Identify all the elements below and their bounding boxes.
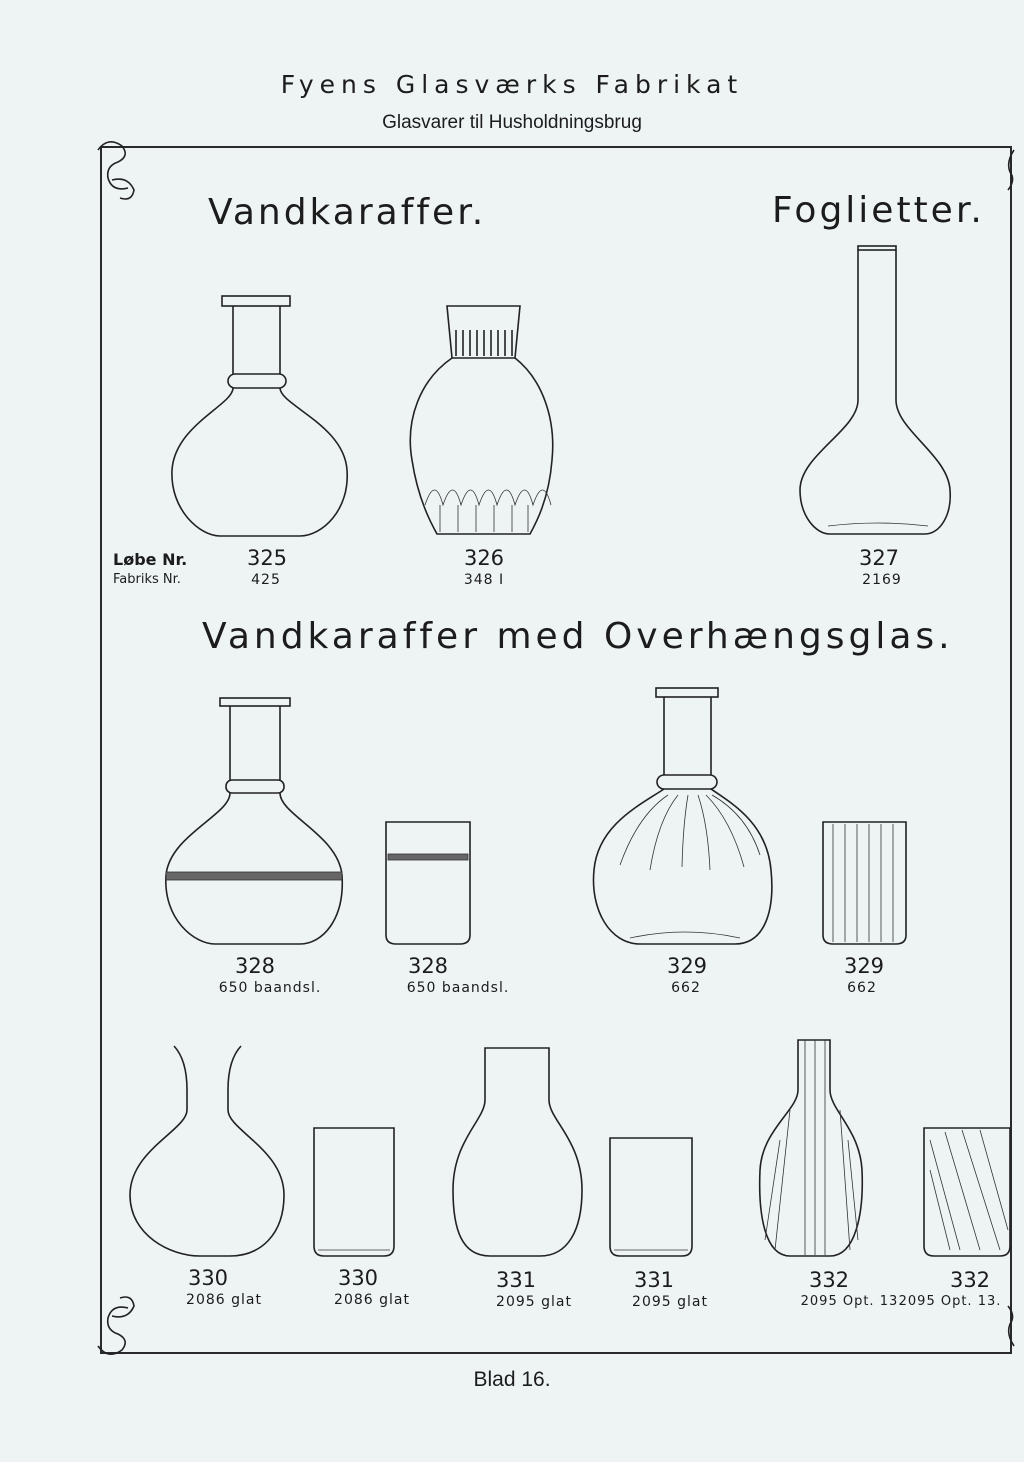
carafe-332 — [760, 1040, 863, 1256]
factory-number: 650 baandsl. — [406, 980, 510, 996]
section-title-overhaeng: Vandkaraffer med Overhængsglas. — [202, 616, 954, 657]
foglietter-327 — [800, 246, 950, 534]
carafe-330 — [130, 1046, 284, 1256]
corner-ornament-icon — [98, 142, 1014, 1354]
section-title-vandkaraffer: Vandkaraffer. — [208, 192, 487, 233]
factory-number: 2086 glat — [186, 1292, 262, 1308]
carafe-331 — [453, 1048, 582, 1256]
factory-number: 650 baandsl. — [218, 980, 322, 996]
page-number: Blad 16. — [473, 1368, 551, 1391]
item-number: 332 — [949, 1268, 991, 1292]
page-title: Fyens Glasværks Fabrikat — [280, 70, 744, 99]
factory-number: 348 I — [463, 572, 505, 588]
item-number: 330 — [187, 1266, 229, 1290]
item-number: 325 — [246, 546, 288, 570]
item-number: 331 — [633, 1268, 675, 1292]
item-number: 327 — [858, 546, 900, 570]
section-title-foglietter: Foglietter. — [772, 190, 985, 231]
item-number: 329 — [666, 954, 708, 978]
item-number: 328 — [234, 954, 276, 978]
item-number: 326 — [463, 546, 505, 570]
factory-number: 662 — [671, 980, 701, 996]
carafe-329 — [593, 688, 771, 944]
item-number: 332 — [808, 1268, 850, 1292]
factory-number: 2095 glat — [496, 1294, 572, 1310]
factory-number: 2095 Opt. 13. — [898, 1294, 1002, 1309]
loebe-nr-label: Løbe Nr. — [113, 550, 188, 569]
factory-number: 2169 — [862, 572, 902, 588]
page-subtitle: Glasvarer til Husholdningsbrug — [382, 112, 642, 133]
carafe-325 — [172, 296, 347, 536]
glass-329 — [823, 822, 906, 944]
factory-number: 2095 glat — [632, 1294, 708, 1310]
item-number: 330 — [337, 1266, 379, 1290]
factory-number: 425 — [251, 572, 281, 588]
carafe-328 — [166, 698, 342, 944]
factory-number: 2086 glat — [334, 1292, 410, 1308]
carafe-326 — [410, 306, 552, 534]
item-number: 329 — [843, 954, 885, 978]
factory-number: 662 — [847, 980, 877, 996]
item-number: 331 — [495, 1268, 537, 1292]
glass-330 — [314, 1128, 394, 1256]
item-number: 328 — [407, 954, 449, 978]
fabriks-nr-label: Fabriks Nr. — [113, 572, 181, 587]
glass-331 — [610, 1138, 692, 1256]
factory-number: 2095 Opt. 13. — [800, 1294, 904, 1309]
glass-332 — [924, 1128, 1010, 1256]
glass-328 — [386, 822, 470, 944]
